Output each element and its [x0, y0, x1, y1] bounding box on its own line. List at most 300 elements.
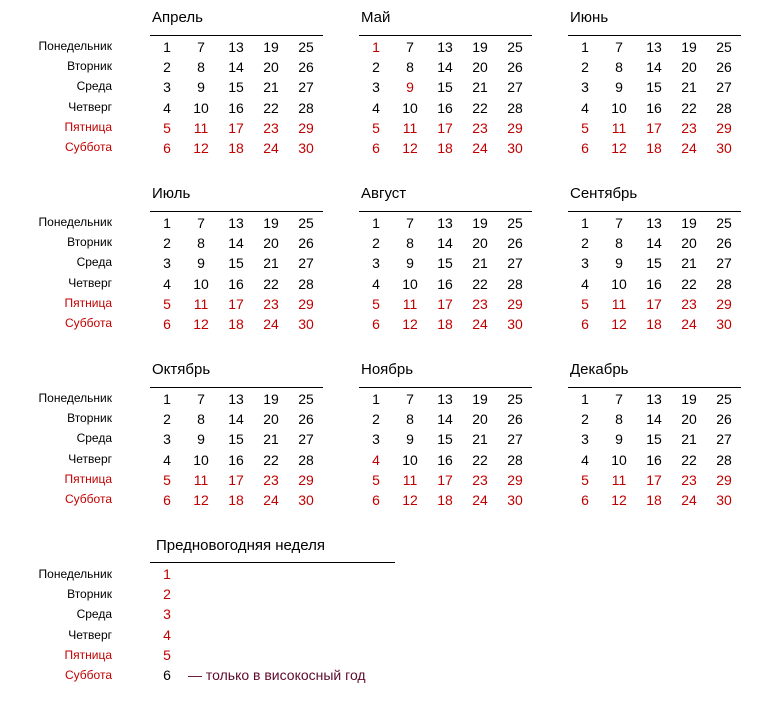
weekday-label: Среда	[76, 79, 112, 94]
day-cell: 20	[263, 411, 279, 428]
day-cell: 17	[228, 295, 244, 312]
day-cell: 14	[228, 59, 244, 76]
day-cell: 7	[615, 39, 623, 55]
day-cell: 21	[472, 255, 488, 272]
month-rule	[150, 211, 323, 212]
day-cell: 29	[716, 295, 732, 312]
day-cell: 9	[197, 79, 205, 96]
day-cell: 16	[437, 451, 453, 468]
day-cell: 19	[472, 39, 488, 55]
day-cell: 17	[437, 471, 453, 488]
day-cell: 30	[716, 492, 732, 508]
month-title: Август	[361, 185, 407, 202]
day-cell: 10	[611, 275, 627, 292]
day-cell: 20	[681, 235, 697, 252]
day-cell: 22	[681, 451, 697, 468]
weekday-label: Четверг	[68, 627, 112, 642]
day-cell: 26	[298, 411, 314, 428]
weekday-label: Понедельник	[38, 39, 112, 53]
day-cell: 22	[472, 451, 488, 468]
day-cell: 2	[581, 411, 589, 428]
day-cell: 21	[681, 79, 697, 96]
day-cell: 18	[437, 140, 453, 156]
day-cell: 22	[681, 99, 697, 116]
day-cell: 14	[228, 235, 244, 252]
day-cell: 8	[406, 59, 414, 76]
day-cell: 6	[581, 492, 589, 508]
day-cell: 27	[298, 255, 314, 272]
day-cell: 4	[163, 275, 171, 292]
day-cell: 5	[372, 119, 380, 136]
day-cell: 11	[193, 471, 209, 488]
day-cell: 28	[507, 275, 523, 292]
day-cell: 14	[228, 411, 244, 428]
weekday-label: Вторник	[67, 587, 112, 602]
day-cell: 30	[507, 316, 523, 332]
day-cell: 27	[507, 431, 523, 448]
month-rule	[568, 211, 741, 212]
day-cell: 17	[437, 295, 453, 312]
day-cell: 4	[581, 451, 589, 468]
month-rule	[359, 387, 532, 388]
day-cell: 11	[402, 295, 418, 312]
day-cell: 19	[681, 39, 697, 55]
day-cell: 3	[163, 431, 171, 448]
day-cell: 12	[402, 316, 418, 332]
day-cell: 5	[372, 471, 380, 488]
day-cell: 15	[646, 79, 662, 96]
day-cell: 13	[228, 215, 244, 231]
month-rule	[568, 387, 741, 388]
month-rule	[568, 35, 741, 36]
day-cell: 1	[581, 391, 589, 407]
day-cell: 10	[402, 451, 418, 468]
day-cell: 22	[263, 99, 279, 116]
leap-year-note: — только в високосный год	[188, 667, 366, 683]
day-cell: 7	[615, 215, 623, 231]
day-cell: 16	[646, 275, 662, 292]
day-cell: 22	[263, 275, 279, 292]
day-cell: 3	[581, 431, 589, 448]
day-cell: 8	[197, 59, 205, 76]
day-cell: 25	[507, 39, 523, 55]
day-cell: 9	[197, 431, 205, 448]
weekday-label: Среда	[76, 607, 112, 622]
day-cell: 19	[681, 215, 697, 231]
day-cell: 17	[437, 119, 453, 136]
day-cell: 21	[263, 431, 279, 448]
day-cell: 2	[581, 59, 589, 76]
day-cell: 4	[163, 451, 171, 468]
day-cell: 4	[372, 451, 380, 468]
day-cell: 27	[716, 255, 732, 272]
day-cell: 15	[437, 255, 453, 272]
day-cell: 7	[406, 39, 414, 55]
day-cell: 26	[298, 59, 314, 76]
day-cell: 23	[472, 119, 488, 136]
weekday-label: Вторник	[67, 59, 112, 74]
day-cell: 9	[615, 79, 623, 96]
day-cell: 24	[472, 140, 488, 156]
day-cell: 24	[263, 316, 279, 332]
day-cell: 18	[228, 492, 244, 508]
day-cell: 6	[372, 492, 380, 508]
day-cell: 11	[611, 295, 627, 312]
weekday-label: Среда	[76, 255, 112, 270]
day-cell: 9	[615, 431, 623, 448]
day-cell: 24	[681, 492, 697, 508]
day-cell: 11	[611, 471, 627, 488]
day-cell: 6	[372, 316, 380, 332]
day-cell: 12	[611, 316, 627, 332]
day-cell: 24	[472, 316, 488, 332]
day-cell: 15	[437, 79, 453, 96]
day-cell: 7	[197, 39, 205, 55]
day-cell: 18	[437, 316, 453, 332]
day-cell: 29	[298, 471, 314, 488]
day-cell: 2	[163, 411, 171, 428]
day-cell: 21	[472, 431, 488, 448]
day-cell: 5	[581, 119, 589, 136]
pre-new-year-rule	[150, 562, 395, 563]
day-cell: 10	[402, 275, 418, 292]
day-cell: 17	[228, 471, 244, 488]
weekday-label: Суббота	[65, 316, 112, 330]
day-cell: 4	[163, 626, 171, 643]
day-cell: 17	[646, 295, 662, 312]
day-cell: 15	[228, 431, 244, 448]
day-cell: 6	[163, 140, 171, 156]
day-cell: 2	[163, 235, 171, 252]
day-cell: 8	[406, 411, 414, 428]
day-cell: 14	[646, 59, 662, 76]
weekday-label: Четверг	[68, 451, 112, 466]
day-cell: 18	[228, 316, 244, 332]
day-cell: 16	[646, 99, 662, 116]
day-cell: 30	[298, 140, 314, 156]
day-cell: 25	[716, 391, 732, 407]
weekday-label: Пятница	[64, 471, 112, 486]
day-cell: 21	[263, 79, 279, 96]
day-cell: 1	[372, 391, 380, 407]
month-rule	[150, 387, 323, 388]
day-cell: 2	[372, 235, 380, 252]
day-cell: 12	[193, 140, 209, 156]
day-cell: 5	[581, 471, 589, 488]
day-cell: 10	[611, 451, 627, 468]
month-title: Декабрь	[570, 361, 629, 378]
day-cell: 10	[193, 99, 209, 116]
day-cell: 11	[193, 295, 209, 312]
day-cell: 9	[615, 255, 623, 272]
day-cell: 3	[163, 606, 171, 623]
day-cell: 13	[646, 215, 662, 231]
day-cell: 16	[228, 99, 244, 116]
day-cell: 22	[681, 275, 697, 292]
day-cell: 27	[507, 255, 523, 272]
day-cell: 13	[437, 39, 453, 55]
day-cell: 18	[646, 316, 662, 332]
day-cell: 20	[263, 59, 279, 76]
day-cell: 5	[372, 295, 380, 312]
day-cell: 25	[298, 391, 314, 407]
day-cell: 3	[581, 255, 589, 272]
day-cell: 8	[615, 411, 623, 428]
day-cell: 23	[681, 295, 697, 312]
day-cell: 15	[646, 255, 662, 272]
day-cell: 29	[716, 471, 732, 488]
day-cell: 4	[163, 99, 171, 116]
day-cell: 5	[163, 646, 171, 663]
day-cell: 30	[507, 140, 523, 156]
day-cell: 2	[163, 59, 171, 76]
day-cell: 8	[615, 235, 623, 252]
day-cell: 1	[163, 391, 171, 407]
month-rule	[150, 35, 323, 36]
day-cell: 6	[163, 492, 171, 508]
day-cell: 17	[228, 119, 244, 136]
day-cell: 1	[581, 39, 589, 55]
day-cell: 21	[472, 79, 488, 96]
day-cell: 27	[298, 79, 314, 96]
day-cell: 15	[228, 255, 244, 272]
day-cell: 28	[716, 275, 732, 292]
day-cell: 23	[681, 471, 697, 488]
day-cell: 23	[263, 119, 279, 136]
day-cell: 5	[581, 295, 589, 312]
day-cell: 16	[646, 451, 662, 468]
day-cell: 26	[298, 235, 314, 252]
day-cell: 5	[163, 471, 171, 488]
day-cell: 27	[716, 431, 732, 448]
day-cell: 23	[472, 295, 488, 312]
weekday-label: Пятница	[64, 119, 112, 134]
day-cell: 6	[581, 140, 589, 156]
day-cell: 14	[437, 411, 453, 428]
weekday-label: Суббота	[65, 668, 112, 682]
day-cell: 9	[406, 79, 414, 96]
day-cell: 30	[716, 316, 732, 332]
day-cell: 21	[263, 255, 279, 272]
day-cell: 2	[372, 411, 380, 428]
day-cell: 12	[402, 140, 418, 156]
day-cell: 16	[228, 451, 244, 468]
day-cell: 10	[193, 451, 209, 468]
day-cell: 30	[298, 492, 314, 508]
day-cell: 20	[681, 59, 697, 76]
day-cell: 25	[716, 215, 732, 231]
day-cell: 23	[263, 471, 279, 488]
day-cell: 7	[615, 391, 623, 407]
day-cell: 28	[298, 451, 314, 468]
weekday-label: Четверг	[68, 99, 112, 114]
day-cell: 19	[472, 391, 488, 407]
day-cell: 28	[298, 275, 314, 292]
day-cell: 18	[646, 492, 662, 508]
day-cell: 26	[507, 411, 523, 428]
day-cell: 19	[681, 391, 697, 407]
month-rule	[359, 211, 532, 212]
day-cell: 27	[716, 79, 732, 96]
day-cell: 30	[298, 316, 314, 332]
weekday-label: Вторник	[67, 235, 112, 250]
day-cell: 1	[372, 215, 380, 231]
month-title: Апрель	[152, 9, 203, 26]
day-cell: 20	[472, 411, 488, 428]
day-cell: 19	[263, 215, 279, 231]
day-cell: 4	[372, 275, 380, 292]
weekday-label: Понедельник	[38, 215, 112, 229]
day-cell: 11	[402, 119, 418, 136]
day-cell: 10	[402, 99, 418, 116]
day-cell: 6	[163, 316, 171, 332]
day-cell: 24	[263, 492, 279, 508]
day-cell: 7	[406, 391, 414, 407]
day-cell: 22	[472, 275, 488, 292]
day-cell: 3	[372, 79, 380, 96]
day-cell: 27	[507, 79, 523, 96]
day-cell: 14	[437, 59, 453, 76]
day-cell: 4	[581, 275, 589, 292]
day-cell: 10	[193, 275, 209, 292]
day-cell: 16	[228, 275, 244, 292]
day-cell: 17	[646, 471, 662, 488]
day-cell: 7	[197, 391, 205, 407]
day-cell: 30	[507, 492, 523, 508]
day-cell: 9	[406, 431, 414, 448]
day-cell: 13	[228, 391, 244, 407]
day-cell: 1	[372, 39, 380, 55]
weekday-label: Суббота	[65, 140, 112, 154]
day-cell: 27	[298, 431, 314, 448]
day-cell: 3	[372, 431, 380, 448]
day-cell: 16	[437, 275, 453, 292]
day-cell: 4	[581, 99, 589, 116]
month-title: Октябрь	[152, 361, 211, 378]
month-rule	[359, 35, 532, 36]
day-cell: 7	[406, 215, 414, 231]
weekday-label: Вторник	[67, 411, 112, 426]
day-cell: 26	[716, 235, 732, 252]
day-cell: 18	[437, 492, 453, 508]
day-cell: 1	[581, 215, 589, 231]
day-cell: 19	[263, 391, 279, 407]
weekday-label: Суббота	[65, 492, 112, 506]
day-cell: 12	[611, 492, 627, 508]
day-cell: 20	[681, 411, 697, 428]
day-cell: 18	[646, 140, 662, 156]
day-cell: 16	[437, 99, 453, 116]
day-cell: 2	[581, 235, 589, 252]
day-cell: 13	[228, 39, 244, 55]
day-cell: 1	[163, 215, 171, 231]
day-cell: 25	[716, 39, 732, 55]
day-cell: 28	[507, 99, 523, 116]
day-cell: 8	[615, 59, 623, 76]
day-cell: 15	[437, 431, 453, 448]
day-cell: 12	[193, 316, 209, 332]
day-cell: 28	[298, 99, 314, 116]
day-cell: 5	[163, 119, 171, 136]
day-cell: 29	[507, 295, 523, 312]
day-cell: 13	[646, 391, 662, 407]
weekday-label: Пятница	[64, 295, 112, 310]
day-cell: 26	[716, 59, 732, 76]
weekday-label: Четверг	[68, 275, 112, 290]
day-cell: 3	[581, 79, 589, 96]
day-cell: 6	[581, 316, 589, 332]
day-cell: 29	[507, 471, 523, 488]
day-cell: 13	[646, 39, 662, 55]
weekday-label: Понедельник	[38, 567, 112, 581]
day-cell: 23	[681, 119, 697, 136]
day-cell: 28	[716, 451, 732, 468]
day-cell: 19	[263, 39, 279, 55]
month-title: Ноябрь	[361, 361, 414, 378]
pre-new-year-title: Предновогодняя неделя	[156, 537, 326, 554]
day-cell: 20	[263, 235, 279, 252]
day-cell: 20	[472, 235, 488, 252]
day-cell: 14	[646, 235, 662, 252]
day-cell: 9	[406, 255, 414, 272]
day-cell: 21	[681, 255, 697, 272]
day-cell: 26	[716, 411, 732, 428]
day-cell: 5	[163, 295, 171, 312]
day-cell: 8	[197, 411, 205, 428]
day-cell: 28	[716, 99, 732, 116]
day-cell: 26	[507, 59, 523, 76]
day-cell: 29	[298, 295, 314, 312]
day-cell: 10	[611, 99, 627, 116]
day-cell: 28	[507, 451, 523, 468]
month-title: Июль	[152, 185, 191, 202]
weekday-label: Среда	[76, 431, 112, 446]
day-cell: 24	[263, 140, 279, 156]
day-cell: 29	[298, 119, 314, 136]
day-cell: 15	[228, 79, 244, 96]
day-cell: 3	[163, 79, 171, 96]
day-cell: 9	[197, 255, 205, 272]
day-cell: 8	[197, 235, 205, 252]
day-cell: 22	[263, 451, 279, 468]
day-cell: 1	[163, 39, 171, 55]
day-cell: 12	[611, 140, 627, 156]
day-cell: 22	[472, 99, 488, 116]
day-cell: 26	[507, 235, 523, 252]
day-cell: 11	[193, 119, 209, 136]
day-cell: 18	[228, 140, 244, 156]
day-cell: 8	[406, 235, 414, 252]
day-cell: 23	[263, 295, 279, 312]
day-cell: 12	[402, 492, 418, 508]
day-cell: 3	[372, 255, 380, 272]
day-cell: 2	[163, 586, 171, 603]
month-title: Июнь	[570, 9, 609, 26]
day-cell: 17	[646, 119, 662, 136]
day-cell: 13	[437, 215, 453, 231]
day-cell: 4	[372, 99, 380, 116]
day-cell: 11	[611, 119, 627, 136]
day-cell: 24	[681, 316, 697, 332]
day-cell: 29	[716, 119, 732, 136]
day-cell: 12	[193, 492, 209, 508]
day-cell: 14	[437, 235, 453, 252]
day-cell: 25	[507, 391, 523, 407]
day-cell: 1	[163, 566, 171, 582]
day-cell: 30	[716, 140, 732, 156]
day-cell: 11	[402, 471, 418, 488]
day-cell: 2	[372, 59, 380, 76]
